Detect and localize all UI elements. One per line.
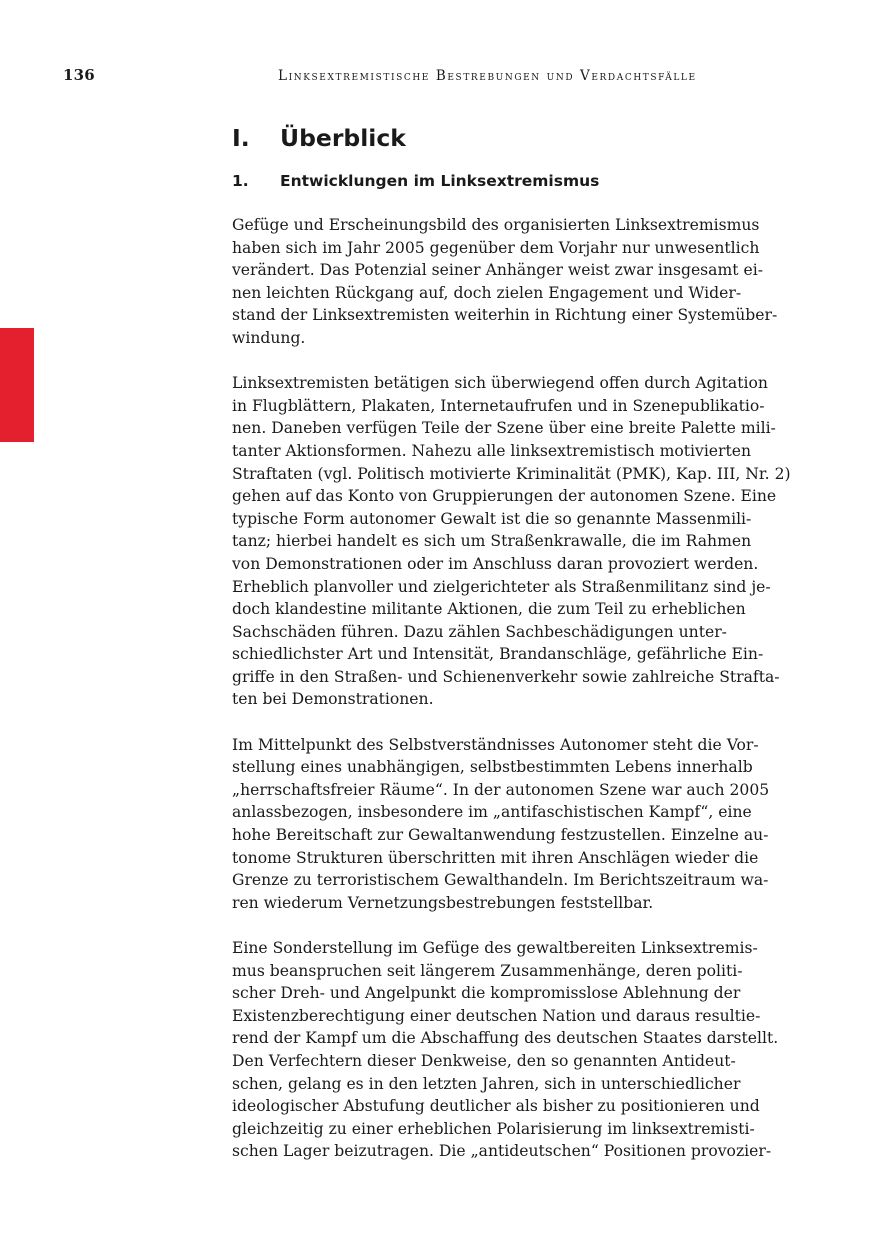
text-line: schen Lager beizutragen. Die „antideutschen“ Positionen provozier- bbox=[232, 1142, 772, 1161]
text-line: Den Verfechtern dieser Denkweise, den so genannten Antideut- bbox=[232, 1051, 736, 1070]
text-line: typische Form autonomer Gewalt ist die so genannte Massenmili- bbox=[232, 509, 752, 528]
text-line: ren wiederum Vernetzungsbestrebungen feststellbar. bbox=[232, 893, 654, 912]
paragraph bbox=[232, 734, 792, 915]
chapter-side-tab bbox=[0, 328, 34, 442]
text-line: in Flugblättern, Plakaten, Internetaufrufen und in Szenepublikatio- bbox=[232, 396, 765, 415]
body-text bbox=[232, 214, 792, 1186]
running-header-title: Linksextremistische Bestrebungen und Verdachtsfälle bbox=[278, 68, 697, 84]
text-line: nen. Daneben verfügen Teile der Szene über eine breite Palette mili- bbox=[232, 419, 776, 438]
text-line: Linksextremisten betätigen sich überwiegend offen durch Agitation bbox=[232, 374, 768, 393]
subsection-title: Entwicklungen im Linksextremismus bbox=[280, 172, 600, 190]
text-line: stand der Linksextremisten weiterhin in Richtung einer Systemüber- bbox=[232, 306, 778, 325]
page-number: 136 bbox=[63, 66, 95, 84]
text-line: von Demonstrationen oder im Anschluss daran provoziert werden. bbox=[232, 554, 759, 573]
text-line: stellung eines unabhängigen, selbstbestimmten Lebens innerhalb bbox=[232, 758, 753, 777]
text-line: Im Mittelpunkt des Selbstverständnisses Autonomer steht die Vor- bbox=[232, 735, 759, 754]
text-line: tonome Strukturen überschritten mit ihren Anschlägen wieder die bbox=[232, 848, 759, 867]
text-line: tanz; hierbei handelt es sich um Straßenkrawalle, die im Rahmen bbox=[232, 532, 752, 551]
text-line: griffe in den Straßen- und Schienenverkehr sowie zahlreiche Strafta- bbox=[232, 667, 780, 686]
text-line: rend der Kampf um die Abschaffung des deutschen Staates darstellt. bbox=[232, 1029, 779, 1048]
text-line: doch klandestine militante Aktionen, die zum Teil zu erheblichen bbox=[232, 600, 746, 619]
text-line: gehen auf das Konto von Gruppierungen der autonomen Szene. Eine bbox=[232, 487, 777, 506]
text-line: schiedlichster Art und Intensität, Brandanschläge, gefährliche Ein- bbox=[232, 645, 764, 664]
section-heading bbox=[232, 124, 406, 152]
text-line: scher Dreh- und Angelpunkt die kompromisslose Ablehnung der bbox=[232, 984, 741, 1003]
text-line: Straftaten (vgl. Politisch motivierte Kriminalität (PMK), Kap. III, Nr. 2) bbox=[232, 464, 791, 483]
paragraph bbox=[232, 937, 792, 1163]
text-line: Existenzberechtigung einer deutschen Nation und daraus resultie- bbox=[232, 1006, 761, 1025]
text-line: verändert. Das Potenzial seiner Anhänger weist zwar insgesamt ei- bbox=[232, 261, 763, 280]
text-line: anlassbezogen, insbesondere im „antifaschistischen Kampf“, eine bbox=[232, 803, 752, 822]
paragraph bbox=[232, 214, 792, 350]
text-line: Grenze zu terroristischem Gewalthandeln. Im Berichtszeitraum wa- bbox=[232, 871, 769, 890]
text-line: „herrschaftsfreier Räume“. In der autonomen Szene war auch 2005 bbox=[232, 780, 770, 799]
text-line: Eine Sonderstellung im Gefüge des gewaltbereiten Linksextremis- bbox=[232, 939, 758, 957]
text-line: Sachschäden führen. Dazu zählen Sachbeschädigungen unter- bbox=[232, 622, 727, 641]
subsection-heading bbox=[232, 172, 599, 190]
text-line: mus beanspruchen seit längerem Zusammenhänge, deren politi- bbox=[232, 961, 743, 980]
text-line: tanter Aktionsformen. Nahezu alle linksextremistisch motivierten bbox=[232, 441, 752, 460]
text-line: gleichzeitig zu einer erheblichen Polarisierung im linksextremisti- bbox=[232, 1119, 755, 1138]
text-line: windung. bbox=[232, 328, 306, 347]
paragraph bbox=[232, 372, 792, 711]
section-title: Überblick bbox=[280, 124, 406, 152]
text-line: ideologischer Abstufung deutlicher als bisher zu positionieren und bbox=[232, 1097, 760, 1116]
text-line: nen leichten Rückgang auf, doch zielen Engagement und Wider- bbox=[232, 283, 742, 302]
text-line: hohe Bereitschaft zur Gewaltanwendung festzustellen. Einzelne au- bbox=[232, 826, 769, 845]
text-line: Gefüge und Erscheinungsbild des organisierten Linksextremismus bbox=[232, 216, 760, 234]
text-line: schen, gelang es in den letzten Jahren, sich in unterschiedlicher bbox=[232, 1074, 741, 1093]
text-line: Erheblich planvoller und zielgerichteter als Straßenmilitanz sind je- bbox=[232, 577, 771, 596]
text-line: ten bei Demonstrationen. bbox=[232, 690, 434, 709]
section-number: I. bbox=[232, 124, 250, 152]
text-line: haben sich im Jahr 2005 gegenüber dem Vorjahr nur unwesentlich bbox=[232, 238, 760, 257]
subsection-number: 1. bbox=[232, 172, 249, 190]
